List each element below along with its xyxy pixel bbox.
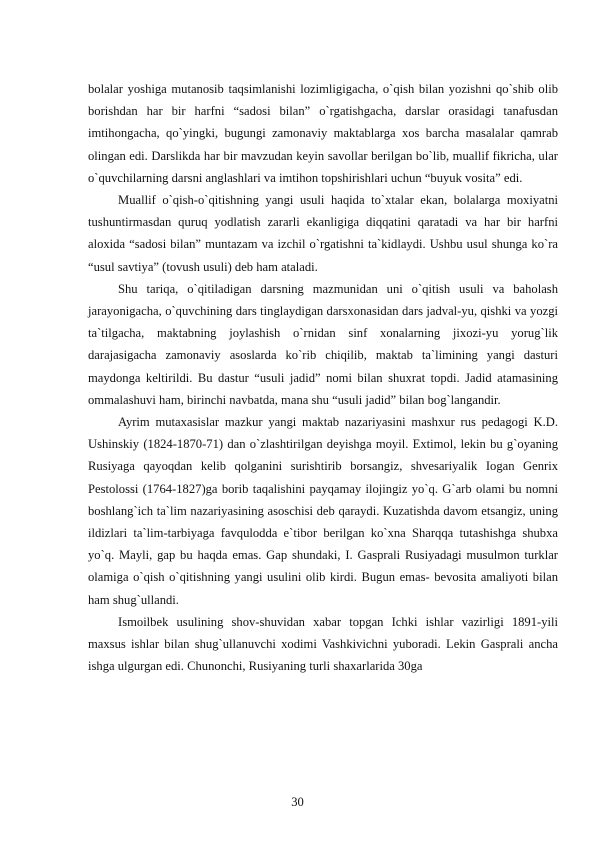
paragraph-4: Ayrim mutaxasislar mazkur yangi maktab nazariyasini mashxur rus pedagogi K.D. Ushinskiy (1824-1870-71) dan o`zlashtirilgan deyishga moyil. Extimol, lekin bu g`oyaning Rusiyaga qayoqdan kelib qolganini surishtirib borsangiz, shvesariyalik Iogan Genrix Pestolossi (1764-1827)ga borib taqalishini payqamay ilojingiz yo`q. G`arb olami bu nomni boshlang`ich ta`lim nazariyasining asoschisi deb qaraydi. Kuzatishda davom etsangiz, uning ildizlari ta`lim-tarbiyaga favqulodda e`tibor berilgan ko`xna Sharqqa tutashishga shubxa yo`q. Mayli, gap bu haqda emas. Gap shundaki, I. Gasprali Rusiyadagi musulmon turklar olamiga o`qish o`qitishning yangi usulini olib kirdi. Bugun emas- bevosita amaliyoti bilan ham shug`ullandi. <box>88 415 558 607</box>
paragraph-5: Ismoilbek usulining shov-shuvidan xabar topgan Ichki ishlar vazirligi 1891-yili maxsus ishlar bilan shug`ullanuvchi xodimi Vashkivichni yuboradi. Lekin Gasprali ancha ishga ulgurgan edi. Chunonchi, Rusiyaning turli shaxarlarida 30ga <box>88 614 558 674</box>
document-page <box>88 78 558 677</box>
paragraph-3: Shu tariqa, o`qitiladigan darsning mazmunidan uni o`qitish usuli va baholash jarayonigacha, o`quvchining dars tinglaydigan darsxonasidan dars jadval-yu, qishki va yozgi ta`tilgacha, maktabning joylashish o`rnidan sinf xonalarning jixozi-yu yorug`lik darajasigacha zamonaviy asoslarda ko`rib chiqilib, maktab ta`limining yangi dasturi maydonga keltirildi. Bu dastur “usuli jadid” nomi bilan shuxrat topdi. Jadid atamasining ommalashuvi ham, birinchi navbatda, mana shu “usuli jadid” bilan bog`langandir. <box>88 281 558 407</box>
paragraph-1: bolalar yoshiga mutanosib taqsimlanishi lozimligigacha, o`qish bilan yozishni qo`shib olib borishdan har bir harfni “sadosi bilan” o`rgatishgacha, darslar orasidagi tanafusdan imtihongacha, qo`yingki, bugungi zamonaviy maktablarga xos barcha masalalar qamrab olingan edi. Darslikda har bir mavzudan keyin savollar berilgan bo`lib, muallif fikricha, ular o`quvchilarning darsni anglashlari va imtihon topshirishlari uchun “buyuk vosita” edi. <box>88 82 558 185</box>
paragraph-2: Muallif o`qish-o`qitishning yangi usuli haqida to`xtalar ekan, bolalarga moxiyatni tushuntirmasdan quruq yodlatish zararli ekanligiga diqqatini qaratadi va har bir harfni aloxida “sadosi bilan” muntazam va izchil o`rgatishni ta`kidlaydi. Ushbu usul shunga ko`ra “usul savtiya” (tovush usuli) deb ham ataladi. <box>88 193 558 274</box>
page-number: 30 <box>291 795 304 809</box>
